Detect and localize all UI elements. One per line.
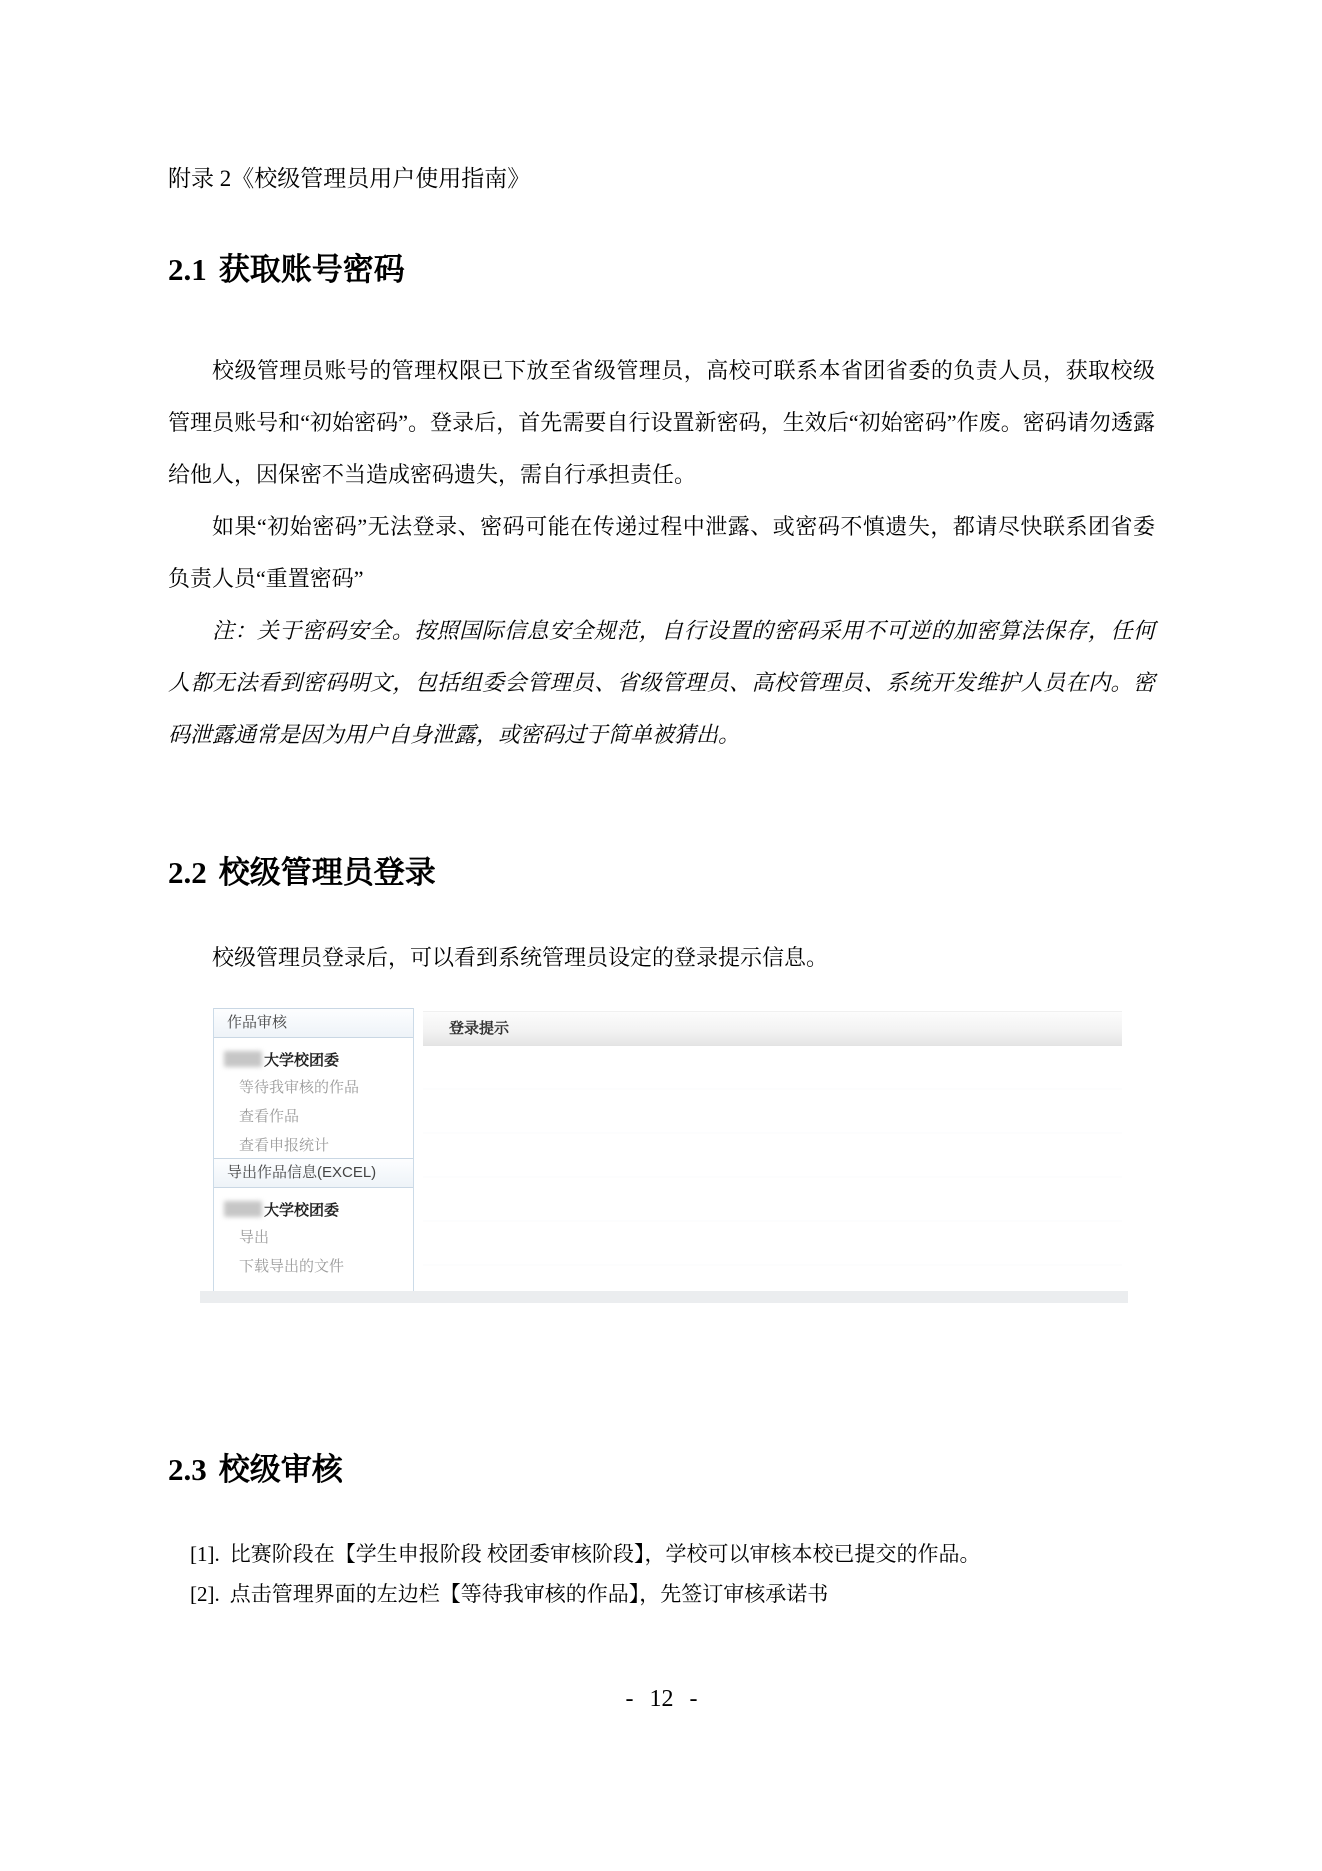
section-2-1-number: 2.1 (168, 252, 207, 287)
sidebar-org-label: 大学校团委 (264, 1051, 340, 1069)
sidebar-item-pending-review: 等待我审核的作品 (239, 1079, 360, 1096)
section-2-1-heading (168, 250, 1155, 290)
paragraph-password-reset: 如果“初始密码”无法登录、密码可能在传递过程中泄露、或密码不慎遗失，都请尽快联系团省委负责人员“重置密码” (168, 514, 1155, 591)
screenshot-main-panel (423, 1011, 1122, 1291)
redacted-org-prefix (224, 1051, 262, 1067)
sidebar-org-item (214, 1045, 413, 1073)
sidebar-header-export-excel: 导出作品信息(EXCEL) (214, 1158, 413, 1188)
section-2-1-title: 获取账号密码 (218, 252, 405, 287)
sidebar-group-export (214, 1188, 413, 1290)
sidebar-header-work-review: 作品审核 (214, 1008, 413, 1038)
sidebar-org-item (214, 1195, 413, 1223)
list-item-marker: [1]. (190, 1542, 220, 1566)
list-item-text: 点击管理界面的左边栏【等待我审核的作品】，先签订审核承诺书 (229, 1582, 829, 1606)
section-2-2-title: 校级管理员登录 (218, 855, 436, 890)
sidebar-item-export: 导出 (239, 1229, 270, 1246)
sidebar-item-view-declaration-stats: 查看申报统计 (239, 1137, 330, 1154)
list-item-text: 比赛阶段在【学生申报阶段 校团委审核阶段】，学校可以审核本校已提交的作品。 (229, 1542, 981, 1566)
appendix-title: 附录 2《校级管理员用户使用指南》 (168, 166, 531, 191)
paragraph-password-security-note: 注：关于密码安全。按照国际信息安全规范，自行设置的密码采用不可逆的加密算法保存，任何人都无法看到密码明文，包括组委会管理员、省级管理员、高校管理员、系统开发维护人员在内。密码泄露通常是因为用户自身泄露，或密码过于简单被猜出。 (168, 618, 1155, 747)
sidebar-org-label: 大学校团委 (264, 1201, 340, 1219)
page-number: - 12 - (625, 1686, 698, 1712)
section-2-3-number: 2.3 (168, 1452, 207, 1487)
sidebar-item-view-works: 查看作品 (239, 1108, 300, 1125)
list-item (190, 1574, 1155, 1614)
screenshot-bottom-strip (200, 1291, 1128, 1303)
list-item (190, 1534, 1155, 1574)
paragraph-login-tip: 校级管理员登录后，可以看到系统管理员设定的登录提示信息。 (212, 945, 829, 970)
section-2-2-heading (168, 853, 1155, 893)
panel-header-login-tip: 登录提示 (423, 1011, 1122, 1046)
panel-body-empty (423, 1046, 1122, 1290)
admin-ui-screenshot (168, 1008, 1155, 1304)
paragraph-account-permissions: 校级管理员账号的管理权限已下放至省级管理员，高校可联系本省团省委的负责人员，获取校级管理员账号和“初始密码”。登录后，首先需要自行设置新密码，生效后“初始密码”作废。密码请勿透露给他人，因保密不当造成密码遗失，需自行承担责任。 (168, 358, 1155, 487)
sidebar-group-review (214, 1038, 413, 1158)
screenshot-sidebar (213, 1008, 414, 1291)
section-2-2-number: 2.2 (168, 855, 207, 890)
list-item-marker: [2]. (190, 1582, 220, 1606)
sidebar-item-download-exported-file: 下载导出的文件 (239, 1258, 345, 1275)
redacted-org-prefix (224, 1201, 262, 1217)
section-2-3-heading (168, 1450, 1155, 1490)
review-steps-list (168, 1534, 1155, 1614)
section-2-3-title: 校级审核 (218, 1452, 343, 1487)
